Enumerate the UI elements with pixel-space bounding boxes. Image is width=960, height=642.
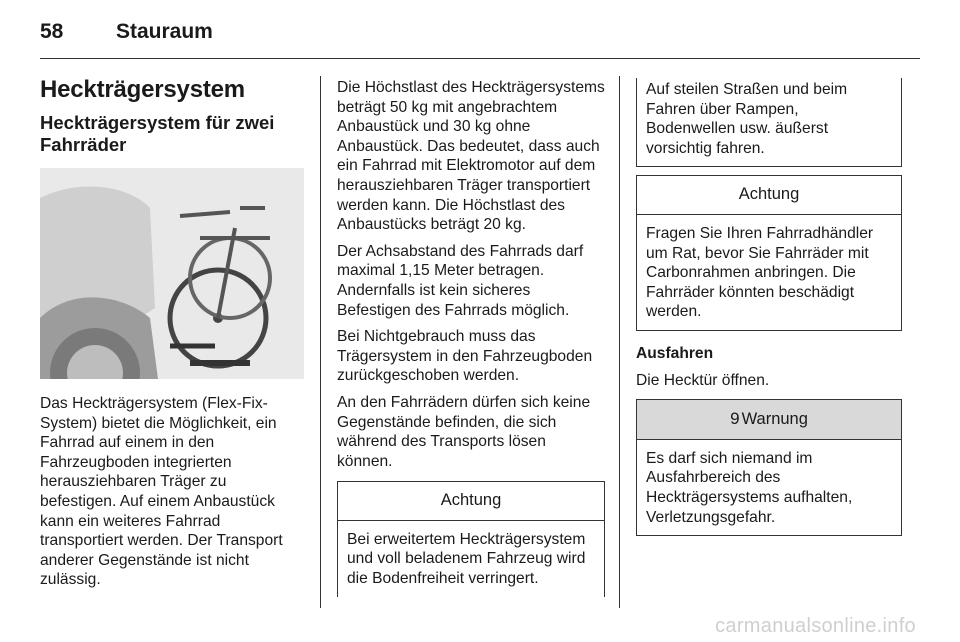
warning-icon: 9 — [730, 409, 740, 429]
warning-box-title — [637, 400, 901, 440]
header-rule — [40, 58, 920, 59]
page-number: 58 — [40, 20, 64, 43]
caution-box-continued — [636, 78, 902, 167]
warning-box-text: Es darf sich niemand im Ausfahrbereich des Heckträgersystems aufhalten, Verletzungsgefahr. — [646, 449, 853, 526]
caution-continued-text: Auf steilen Straßen und beim Fahren über Rampen, Bodenwellen usw. äußerst vorsichtig fahren. — [646, 81, 848, 157]
step-open-tailgate: Die Hecktür öffnen. — [636, 371, 770, 389]
page-heading: Heckträgersystem — [40, 76, 245, 103]
paragraph-loose-items: An den Fahrrädern dürfen sich keine Gegenstände befinden, die sich während des Transports lösen können. — [337, 393, 591, 470]
caution-box-text: Fragen Sie Ihren Fahrradhändler um Rat, bevor Sie Fahrräder mit Carbonrahmen anbringen. Die Fahrräder könnten beschädigt werden. — [646, 224, 874, 321]
paragraph-max-load: Die Höchstlast des Heckträgersystems beträgt 50 kg mit angebrachtem Anbaustück und 30 kg ohne Anbaustück. Das bedeutet, dass auch ein Fahrrad mit Elektromotor auf dem herausziehbaren Träger transportiert werden kann. Die Höchstlast des Anbaustücks beträgt 20 kg. — [337, 79, 605, 234]
warning-box — [636, 399, 902, 536]
watermark: carmanualsonline.info — [715, 615, 916, 637]
caution-box-title: Achtung — [338, 482, 604, 521]
caution-box-title: Achtung — [637, 176, 901, 215]
column-divider-right — [619, 76, 620, 608]
paragraph-retract: Bei Nichtgebrauch muss das Trägersystem in den Fahrzeugboden zurückgeschoben werden. — [337, 328, 593, 385]
bike-carrier-photo — [40, 168, 304, 379]
caution-box-ground-clearance — [337, 481, 605, 596]
warning-title-text: Warnung — [741, 410, 808, 429]
caution-box-text: Bei erweitertem Heckträgersystem und voll beladenem Fahrzeug wird die Bodenfreiheit verringert. — [347, 530, 586, 588]
column-divider-left — [320, 76, 321, 608]
paragraph-wheelbase: Der Achsabstand des Fahrrads darf maximal 1,15 Meter betragen. Andernfalls ist kein sicheres Befestigen des Fahrrads möglich. — [337, 242, 584, 319]
column-left — [40, 76, 306, 597]
intro-paragraph: Das Heckträgersystem (Flex-Fix-System) bietet die Möglichkeit, ein Fahrrad auf einem in den Fahrzeugboden integrierten herausziehbaren Träger zu befestigen. Auf einem Anbaustück kann ein weiteres Fahrrad transportiert werden. Der Transport anderer Gegenstände ist nicht zulässig. — [40, 395, 283, 589]
section-subheading: Heckträgersystem für zwei Fahrräder — [40, 112, 275, 155]
column-right — [636, 78, 902, 536]
subheading-ausfahren: Ausfahren — [636, 344, 714, 362]
section-title: Stauraum — [116, 20, 213, 43]
column-middle — [337, 78, 605, 597]
page-header — [40, 20, 213, 44]
caution-box-carbon-frames — [636, 175, 902, 331]
